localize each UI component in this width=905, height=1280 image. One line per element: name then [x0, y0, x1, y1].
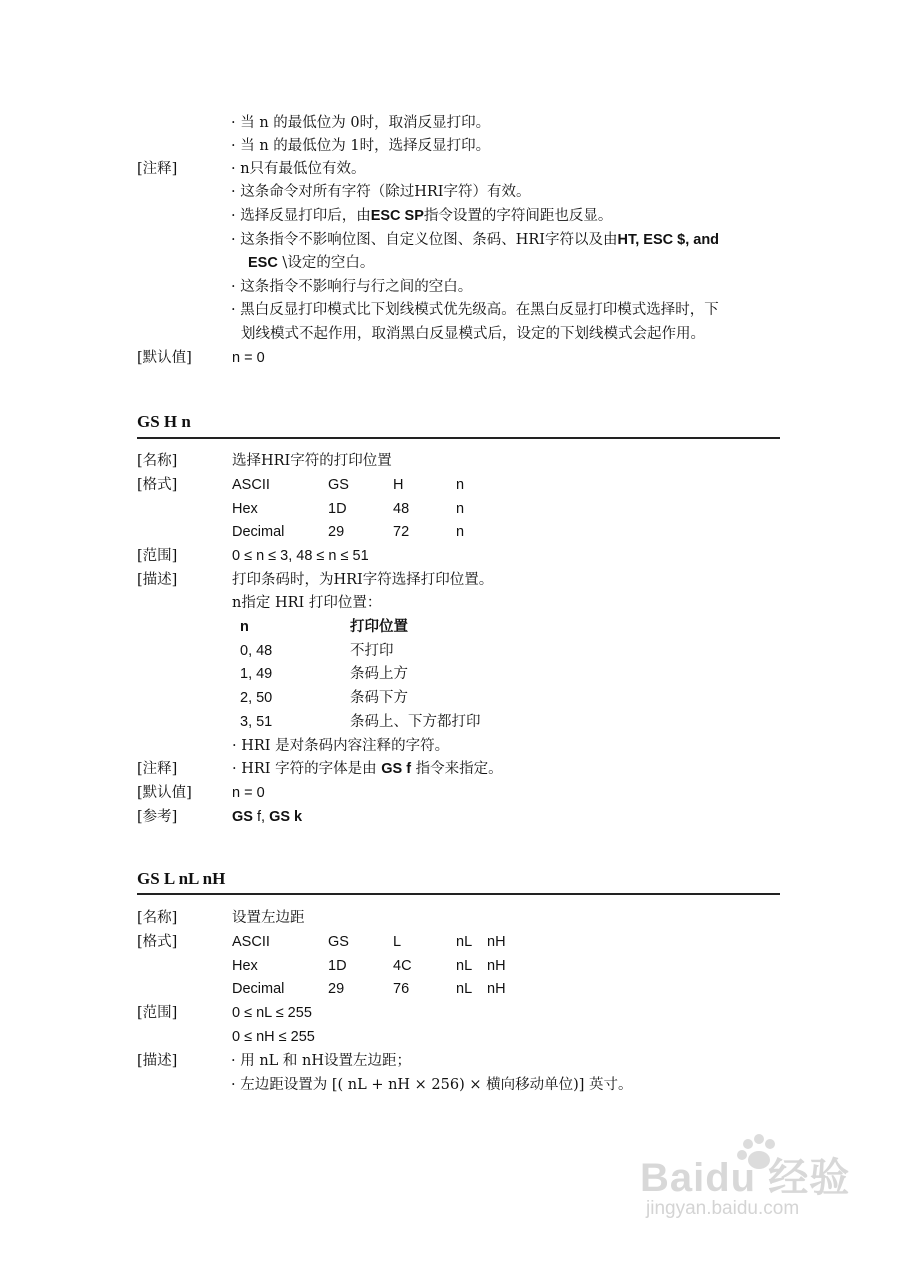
bullet-low-bit-1: · 当 n 的最低位为 1时，选择反显打印。 — [231, 138, 491, 154]
range-value: 0 ≤ nL ≤ 255 — [232, 1005, 312, 1021]
ref-label: [参考] — [137, 809, 178, 825]
name-label: [名称] — [137, 910, 178, 926]
note-text: · HRI 字符的字体是由 GS f 指令来指定。 — [232, 761, 503, 777]
note-label: [注释] — [137, 161, 178, 177]
command-name: 设置左边距 — [232, 910, 305, 926]
format-cell: ASCII — [232, 934, 270, 950]
section-title-gs-h-n: GS H n — [137, 412, 191, 431]
table-cell-position: 条码上、下方都打印 — [350, 714, 481, 730]
format-cell: nH — [487, 981, 506, 997]
format-cell: nL — [456, 981, 473, 997]
range-value: 0 ≤ nH ≤ 255 — [232, 1029, 315, 1045]
name-label: [名称] — [137, 453, 178, 469]
format-cell: n — [456, 501, 465, 517]
format-cell: Decimal — [232, 524, 285, 540]
format-cell: 29 — [328, 981, 345, 997]
watermark-logo: Baidu 经验 — [640, 1156, 851, 1200]
note-item: · 选择反显打印后，由ESC SP指令设置的字符间距也反显。 — [231, 208, 613, 224]
format-cell: nH — [487, 934, 506, 950]
table-cell-n: 0, 48 — [240, 643, 273, 659]
section-divider — [137, 893, 780, 895]
section-divider — [137, 437, 780, 439]
format-cell: ASCII — [232, 477, 270, 493]
desc-text: · 用 nL 和 nH设置左边距； — [231, 1053, 411, 1069]
table-cell-n: 2, 50 — [240, 690, 273, 706]
note-item: · 黑白反显打印模式比下划线模式优先级高。在黑白反显打印模式选择时，下 — [231, 302, 719, 318]
default-value: n = 0 — [232, 350, 265, 366]
format-cell: nL — [456, 958, 473, 974]
format-cell: Decimal — [232, 981, 285, 997]
format-cell: GS — [328, 934, 349, 950]
desc-label: [描述] — [137, 572, 178, 588]
default-label: [默认值] — [137, 350, 192, 366]
note-item: · 这条指令不影响行与行之间的空白。 — [231, 279, 473, 295]
format-cell: 48 — [393, 501, 410, 517]
format-cell: 4C — [393, 958, 412, 974]
format-cell: GS — [328, 477, 349, 493]
ref-value: GS f, GS k — [232, 809, 303, 825]
table-header-n: n — [240, 619, 249, 635]
command-name: 选择HRI字符的打印位置 — [232, 453, 392, 469]
format-cell: 29 — [328, 524, 345, 540]
format-cell: L — [393, 934, 402, 950]
range-label: [范围] — [137, 548, 178, 564]
note-item-cont: ESC \设定的空白。 — [248, 255, 375, 271]
range-label: [范围] — [137, 1005, 178, 1021]
note-item: · n只有最低位有效。 — [231, 161, 366, 177]
format-cell: 72 — [393, 524, 410, 540]
watermark-url: jingyan.baidu.com — [646, 1198, 800, 1219]
table-cell-position: 条码上方 — [350, 666, 408, 682]
note-item: · 这条指令不影响位图、自定义位图、条码、HRI字符以及由HT, ESC $, and — [231, 232, 720, 248]
table-cell-n: 3, 51 — [240, 714, 273, 730]
desc-text: 打印条码时，为HRI字符选择打印位置。 — [232, 572, 494, 588]
desc-label: [描述] — [137, 1053, 178, 1069]
format-cell: 76 — [393, 981, 410, 997]
format-label: [格式] — [137, 477, 178, 493]
note-item: · 这条命令对所有字符（除过HRI字符）有效。 — [231, 184, 531, 200]
baidu-jingyan-watermark — [640, 1138, 870, 1278]
table-cell-position: 条码下方 — [350, 690, 408, 706]
format-cell: nH — [487, 958, 506, 974]
table-cell-n: 1, 49 — [240, 666, 273, 682]
format-cell: H — [393, 477, 404, 493]
format-label: [格式] — [137, 934, 178, 950]
default-value: n = 0 — [232, 785, 265, 801]
bullet-low-bit-0: · 当 n 的最低位为 0时，取消反显打印。 — [231, 115, 491, 131]
format-cell: 1D — [328, 958, 347, 974]
note-label: [注释] — [137, 761, 178, 777]
table-cell-position: 不打印 — [350, 643, 394, 659]
default-label: [默认值] — [137, 785, 192, 801]
format-cell: nL — [456, 934, 473, 950]
section-title-gs-l: GS L nL nH — [137, 869, 226, 888]
format-cell: 1D — [328, 501, 347, 517]
table-header-position: 打印位置 — [350, 618, 408, 635]
format-cell: n — [456, 524, 465, 540]
format-cell: Hex — [232, 958, 258, 974]
format-cell: n — [456, 477, 465, 493]
format-cell: Hex — [232, 501, 258, 517]
desc-text: · 左边距设置为 [( nL + nH × 256) × 横向移动单位)] 英寸。 — [231, 1077, 633, 1093]
desc-text: n指定 HRI 打印位置： — [232, 595, 382, 611]
note-item-cont: 划线模式不起作用，取消黑白反显模式后，设定的下划线模式会起作用。 — [241, 326, 705, 342]
range-value: 0 ≤ n ≤ 3, 48 ≤ n ≤ 51 — [232, 548, 369, 564]
desc-text: · HRI 是对条码内容注释的字符。 — [232, 738, 450, 754]
